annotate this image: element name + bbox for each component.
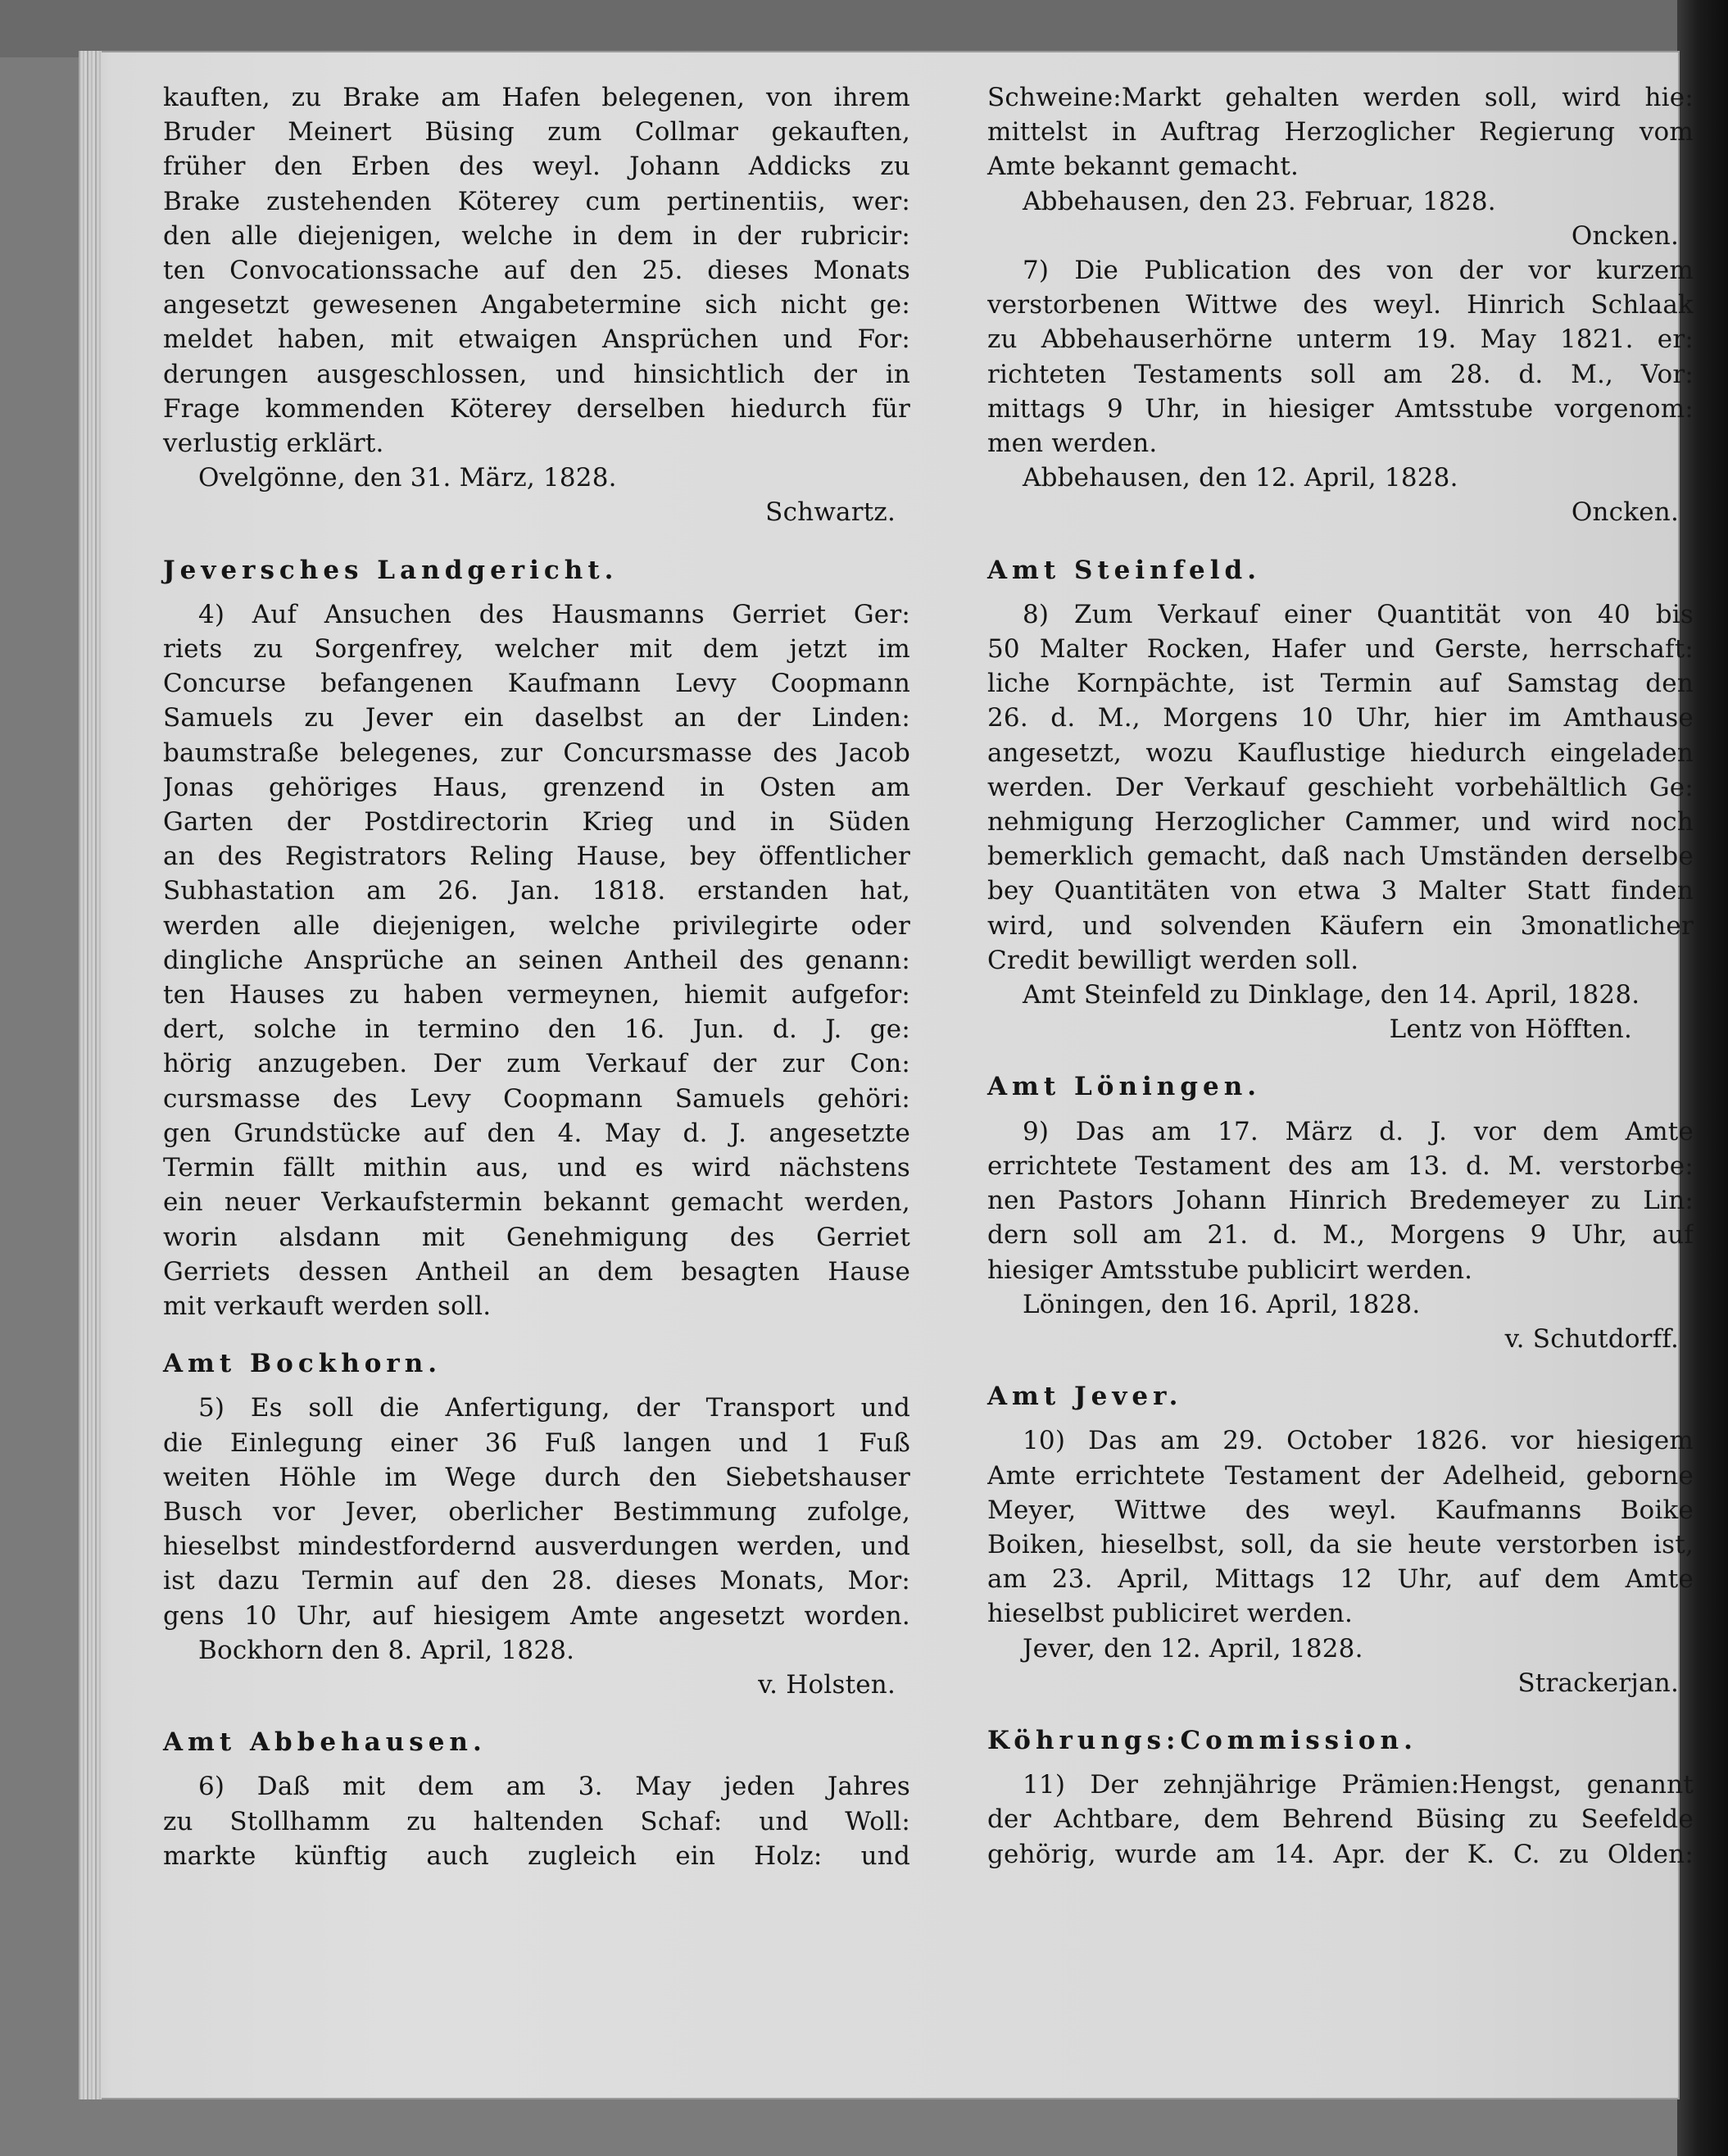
text-line: 5) Es soll die Anfertigung, der Transport und xyxy=(198,1393,910,1423)
section-heading: Köhrungs:Commission. xyxy=(987,1725,1417,1755)
text-line: Subhastation am 26. Jan. 1818. erstanden hat, xyxy=(163,876,910,906)
text-line: dingliche Ansprüche an seinen Antheil des genann: xyxy=(163,945,910,975)
notice-7 xyxy=(987,253,1694,461)
text-line: hörig anzugeben. Der zum Verkauf der zur Con: xyxy=(163,1049,910,1079)
place-date: Löningen, den 16. April, 1828. xyxy=(1023,1289,1421,1319)
page-gutter xyxy=(79,51,102,2099)
text-line: richteten Testaments soll am 28. d. M., Vor: xyxy=(987,359,1694,389)
text-line: die Einlegung einer 36 Fuß langen und 1 Fuß xyxy=(163,1427,910,1458)
text-line: mit verkauft werden soll. xyxy=(163,1291,492,1321)
text-line: 9) Das am 17. März d. J. vor dem Amte xyxy=(1023,1116,1694,1146)
text-line: cursmasse des Levy Coopmann Samuels gehöri: xyxy=(163,1083,910,1114)
text-line: zu Stollhamm zu haltenden Schaf: und Woll: xyxy=(163,1806,910,1836)
section-heading: Amt Bockhorn. xyxy=(163,1349,442,1379)
notice-6 xyxy=(163,1769,910,1873)
text-line: ist dazu Termin auf den 28. dieses Monats, Mor: xyxy=(163,1566,910,1596)
text-line: Boiken, hieselbst, soll, da sie heute verstorben ist, xyxy=(987,1529,1694,1559)
text-line: verlustig erklärt. xyxy=(163,429,384,459)
signature: v. Holsten. xyxy=(758,1669,896,1700)
section-heading: Amt Steinfeld. xyxy=(987,555,1262,585)
text-line: hieselbst publiciret werden. xyxy=(987,1599,1354,1629)
place-date: Ovelgönne, den 31. März, 1828. xyxy=(198,463,617,493)
intro-paragraph xyxy=(163,80,910,461)
text-line: verstorbenen Wittwe des weyl. Hinrich Schlaak xyxy=(987,290,1694,320)
text-line: Schweine:Markt gehalten werden soll, wird hie: xyxy=(987,83,1694,112)
text-line: 7) Die Publication des von der vor kurzem xyxy=(1023,256,1694,286)
text-line: an des Registrators Reling Hause, bey öffentlicher xyxy=(163,842,910,872)
signature: Oncken. xyxy=(1571,220,1679,251)
text-line: 8) Zum Verkauf einer Quantität von 40 bis xyxy=(1023,599,1694,629)
text-line: mittags 9 Uhr, in hiesiger Amtsstube vorgenom: xyxy=(987,393,1694,424)
text-line: 6) Daß mit dem am 3. May jeden Jahres xyxy=(198,1772,910,1802)
text-line: bemerklich gemacht, daß nach Umständen derselbe xyxy=(987,842,1694,872)
place-date: Amt Steinfeld zu Dinklage, den 14. April, 1828. xyxy=(1023,980,1640,1010)
text-line: meldet haben, mit etwaigen Ansprüchen und For: xyxy=(163,325,910,355)
text-line: angesetzt gewesenen Angabetermine sich nicht ge: xyxy=(163,290,910,320)
place-date: Bockhorn den 8. April, 1828. xyxy=(198,1635,575,1665)
text-line: worin alsdann mit Genehmigung des Gerriet xyxy=(163,1222,910,1252)
text-line: mittelst in Auftrag Herzoglicher Regierung vom xyxy=(987,117,1694,148)
text-line: der Achtbare, dem Behrend Büsing zu Seefelde xyxy=(987,1804,1694,1835)
text-line: früher den Erben des weyl. Johann Addicks zu xyxy=(163,152,910,182)
signature: Oncken. xyxy=(1571,497,1679,528)
text-line: Jonas gehöriges Haus, grenzend in Osten am xyxy=(163,772,910,802)
place-date: Abbehausen, den 12. April, 1828. xyxy=(1023,463,1458,493)
text-line: zu Abbehauserhörne unterm 19. May 1821. er: xyxy=(987,325,1694,355)
notice-6-continued xyxy=(987,80,1694,184)
text-line: weiten Höhle im Wege durch den Siebetshauser xyxy=(163,1462,910,1492)
text-line: gehörig, wurde am 14. Apr. der K. C. zu Olden: xyxy=(987,1839,1694,1869)
text-line: Meyer, Wittwe des weyl. Kaufmanns Boike xyxy=(987,1495,1694,1525)
text-line: men werden. xyxy=(987,429,1158,459)
text-line: hieselbst mindestfordernd ausverdungen werden, und xyxy=(163,1532,910,1562)
text-line: Amte errichtete Testament der Adelheid, geborne xyxy=(987,1460,1694,1491)
text-line: Busch vor Jever, oberlicher Bestimmung zufolge, xyxy=(163,1496,910,1527)
text-line: werden. Der Verkauf geschieht vorbehältlich Ge: xyxy=(987,772,1694,802)
text-line: nen Pastors Johann Hinrich Bredemeyer zu Lin: xyxy=(987,1186,1694,1216)
text-line: 10) Das am 29. October 1826. vor hiesigem xyxy=(1023,1426,1694,1456)
text-line: Garten der Postdirectorin Krieg und in Süden xyxy=(163,807,910,837)
text-line: ein neuer Verkaufstermin bekannt gemacht werden, xyxy=(163,1187,910,1218)
section-heading: Amt Löningen. xyxy=(987,1072,1262,1102)
text-line: wird, und solvenden Käufern ein 3monatlicher xyxy=(987,910,1694,941)
text-line: derungen ausgeschlossen, und hinsichtlich der in xyxy=(163,359,910,389)
text-line: riets zu Sorgenfrey, welcher mit dem jetzt im xyxy=(163,634,910,665)
text-line: Termin fällt mithin aus, und es wird nächstens xyxy=(163,1153,910,1183)
text-line: hiesiger Amtsstube publicirt werden. xyxy=(987,1255,1473,1285)
notice-9 xyxy=(987,1114,1694,1287)
notice-10 xyxy=(987,1423,1694,1631)
text-line: ten Convocationssache auf den 25. dieses Monats xyxy=(163,256,910,286)
text-line: baumstraße belegenes, zur Concursmasse des Jacob xyxy=(163,738,910,768)
text-line: bey Quantitäten von etwa 3 Malter Statt finden xyxy=(987,876,1694,906)
text-line: Amte bekannt gemacht. xyxy=(987,152,1299,182)
text-line: Credit bewilligt werden soll. xyxy=(987,945,1359,975)
section-heading: Amt Abbehausen. xyxy=(163,1727,487,1758)
signature: v. Schutdorff. xyxy=(1504,1323,1679,1354)
scan-background-top xyxy=(0,0,1728,57)
text-line: gens 10 Uhr, auf hiesigem Amte angesetzt worden. xyxy=(163,1600,910,1631)
section-heading: Jeversches Landgericht. xyxy=(163,555,619,585)
signature: Strackerjan. xyxy=(1517,1668,1679,1698)
text-line: markte künftig auch zugleich ein Holz: und xyxy=(163,1841,910,1871)
text-line: 50 Malter Rocken, Hafer und Gerste, herrschaft: xyxy=(987,634,1694,665)
text-line: Frage kommenden Köterey derselben hiedurch für xyxy=(163,393,910,424)
text-line: gen Grundstücke auf den 4. May d. J. angesetzte xyxy=(163,1118,910,1148)
text-line: 26. d. M., Morgens 10 Uhr, hier im Amthause xyxy=(987,703,1694,733)
text-line: Brake zustehenden Köterey cum pertinentiis, wer: xyxy=(163,186,910,216)
text-line: Bruder Meinert Büsing zum Collmar gekauften, xyxy=(163,117,910,148)
left-column xyxy=(163,80,910,1873)
text-line: werden alle diejenigen, welche privilegirte oder xyxy=(163,910,910,941)
place-date: Abbehausen, den 23. Februar, 1828. xyxy=(1023,186,1496,216)
right-column xyxy=(987,80,1694,1872)
text-line: 4) Auf Ansuchen des Hausmanns Gerriet Ger: xyxy=(198,599,910,629)
text-line: nehmigung Herzoglicher Cammer, und wird noch xyxy=(987,807,1694,837)
text-line: Samuels zu Jever ein daselbst an der Linden: xyxy=(163,703,910,733)
signature: Schwartz. xyxy=(765,497,896,528)
text-line: Concurse befangenen Kaufmann Levy Coopmann xyxy=(163,669,910,699)
text-line: dern soll am 21. d. M., Morgens 9 Uhr, auf xyxy=(987,1220,1694,1250)
text-line: ten Hauses zu haben vermeynen, hiemit aufgefor: xyxy=(163,980,910,1010)
text-line: errichtete Testament des am 13. d. M. verstorbe: xyxy=(987,1151,1694,1181)
place-date: Jever, den 12. April, 1828. xyxy=(1023,1633,1363,1664)
text-line: am 23. April, Mittags 12 Uhr, auf dem Amte xyxy=(987,1564,1694,1595)
text-line: Gerriets dessen Antheil an dem besagten Hause xyxy=(163,1256,910,1287)
notice-11 xyxy=(987,1768,1694,1872)
text-line: dert, solche in termino den 16. Jun. d. J. ge: xyxy=(163,1014,910,1045)
section-heading: Amt Jever. xyxy=(987,1382,1183,1412)
text-line: 11) Der zehnjährige Prämien:Hengst, genannt xyxy=(1023,1770,1694,1800)
text-line: kauften, zu Brake am Hafen belegenen, von ihrem xyxy=(163,83,910,112)
text-line: angesetzt, wozu Kauflustige hiedurch eingeladen xyxy=(987,738,1694,768)
notice-4 xyxy=(163,597,910,1323)
notice-8 xyxy=(987,597,1694,978)
signature: Lentz von Höfften. xyxy=(1389,1014,1632,1045)
text-line: den alle diejenigen, welche in dem in der rubricir: xyxy=(163,220,910,251)
notice-5 xyxy=(163,1391,910,1632)
text-line: liche Kornpächte, ist Termin auf Samstag den xyxy=(987,669,1694,699)
